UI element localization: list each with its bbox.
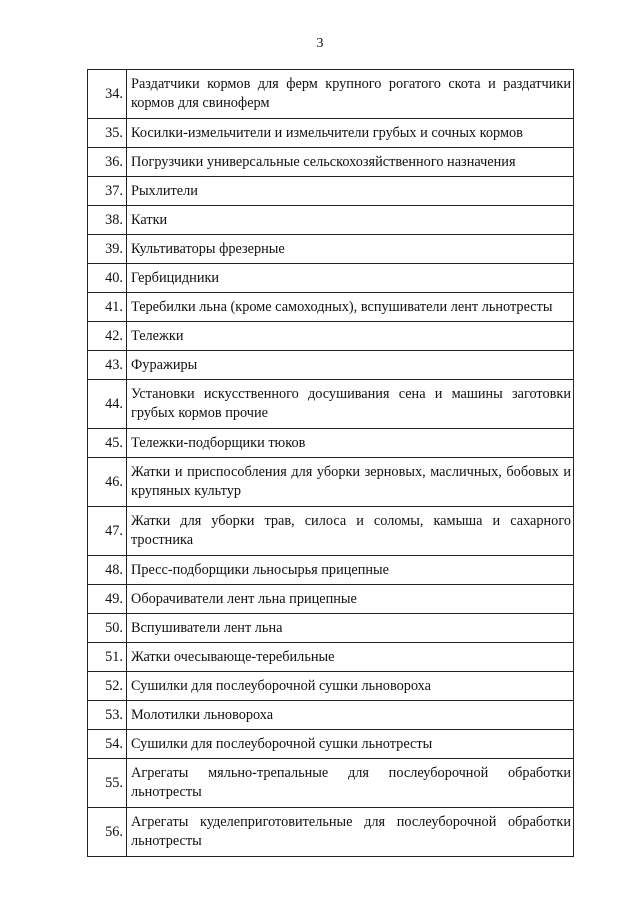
table-row [88, 556, 574, 585]
table-row [88, 614, 574, 643]
row-number: 53. [88, 701, 127, 730]
row-item-name: Косилки-измельчители и измельчители грубых и сочных кормов [127, 119, 574, 148]
row-item-name: Вспушиватели лент льна [127, 614, 574, 643]
row-number: 50. [88, 614, 127, 643]
row-item-name: Тележки [127, 322, 574, 351]
row-number: 48. [88, 556, 127, 585]
row-item-name: Гербицидники [127, 264, 574, 293]
row-item-name: Пресс-подборщики льносырья прицепные [127, 556, 574, 585]
table-row [88, 759, 574, 808]
row-item-name: Сушилки для послеуборочной сушки льновороха [127, 672, 574, 701]
table-row [88, 70, 574, 119]
row-number: 47. [88, 507, 127, 556]
row-number: 41. [88, 293, 127, 322]
row-number: 37. [88, 177, 127, 206]
table-row [88, 380, 574, 429]
row-item-name: Тележки-подборщики тюков [127, 429, 574, 458]
table-row [88, 730, 574, 759]
table-row [88, 672, 574, 701]
table-row [88, 235, 574, 264]
table-row [88, 585, 574, 614]
row-number: 56. [88, 808, 127, 857]
table-row [88, 177, 574, 206]
row-number: 52. [88, 672, 127, 701]
row-item-name: Сушилки для послеуборочной сушки льнотресты [127, 730, 574, 759]
row-number: 36. [88, 148, 127, 177]
table-row [88, 293, 574, 322]
table-row [88, 206, 574, 235]
row-item-name: Жатки и приспособления для уборки зерновых, масличных, бобовых и крупяных культур [127, 458, 574, 507]
row-number: 40. [88, 264, 127, 293]
row-number: 51. [88, 643, 127, 672]
row-item-name: Теребилки льна (кроме самоходных), вспушиватели лент льнотресты [127, 293, 574, 322]
table-row [88, 148, 574, 177]
row-item-name: Молотилки льновороха [127, 701, 574, 730]
row-item-name: Рыхлители [127, 177, 574, 206]
row-item-name: Фуражиры [127, 351, 574, 380]
table-body [88, 70, 574, 857]
table-row [88, 351, 574, 380]
row-item-name: Установки искусственного досушивания сена и машины заготовки грубых кормов прочие [127, 380, 574, 429]
table-row [88, 643, 574, 672]
machinery-list-table [87, 69, 574, 857]
table-row [88, 429, 574, 458]
row-item-name: Оборачиватели лент льна прицепные [127, 585, 574, 614]
row-item-name: Раздатчики кормов для ферм крупного рогатого скота и раздатчики кормов для свиноферм [127, 70, 574, 119]
table-row [88, 507, 574, 556]
row-item-name: Катки [127, 206, 574, 235]
row-item-name: Погрузчики универсальные сельскохозяйственного назначения [127, 148, 574, 177]
row-number: 35. [88, 119, 127, 148]
table-row [88, 701, 574, 730]
table-row [88, 808, 574, 857]
table-row [88, 458, 574, 507]
page-number: 3 [316, 36, 324, 51]
row-item-name: Культиваторы фрезерные [127, 235, 574, 264]
row-number: 42. [88, 322, 127, 351]
table-row [88, 264, 574, 293]
row-item-name: Агрегаты куделеприготовительные для послеуборочной обработки льнотресты [127, 808, 574, 857]
row-number: 45. [88, 429, 127, 458]
row-number: 55. [88, 759, 127, 808]
row-item-name: Агрегаты мяльно-трепальные для послеуборочной обработки льнотресты [127, 759, 574, 808]
row-item-name: Жатки для уборки трав, силоса и соломы, камыша и сахарного тростника [127, 507, 574, 556]
row-number: 49. [88, 585, 127, 614]
row-number: 38. [88, 206, 127, 235]
row-number: 54. [88, 730, 127, 759]
row-item-name: Жатки очесывающе-теребильные [127, 643, 574, 672]
row-number: 44. [88, 380, 127, 429]
row-number: 34. [88, 70, 127, 119]
row-number: 46. [88, 458, 127, 507]
row-number: 39. [88, 235, 127, 264]
table-row [88, 322, 574, 351]
table-row [88, 119, 574, 148]
row-number: 43. [88, 351, 127, 380]
